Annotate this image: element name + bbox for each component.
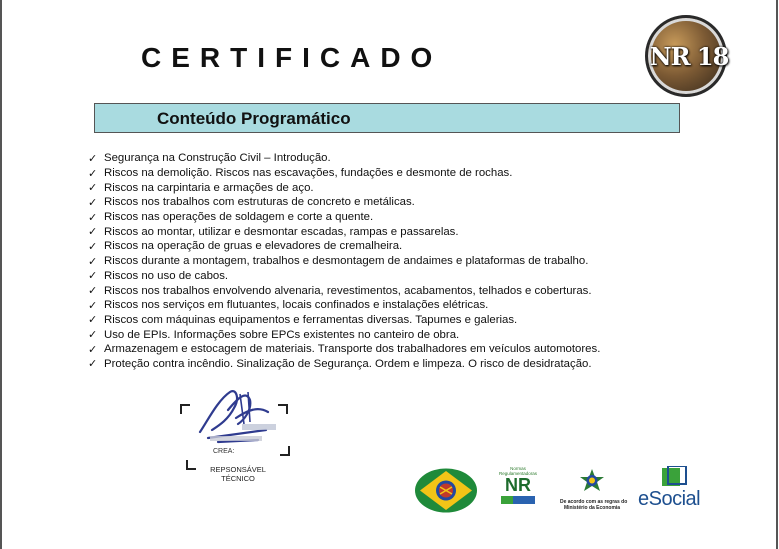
responsible-line2: TÉCNICO — [221, 474, 255, 483]
topic-item — [88, 342, 600, 357]
topic-text: Riscos durante a montagem, trabalhos e desmontagem de andaimes e plataformas de trabalho. — [104, 255, 589, 268]
check-icon: ✓ — [88, 357, 98, 371]
nr18-badge-text: NR 18 — [649, 42, 729, 71]
signature-area — [180, 380, 292, 472]
topic-text: Riscos com máquinas equipamentos e ferramentas diversas. Tapumes e galerias. — [104, 313, 518, 326]
signature-scribble — [188, 380, 288, 450]
nr18-badge-logo — [645, 15, 727, 97]
check-icon: ✓ — [88, 181, 98, 195]
topic-text: Riscos na carpintaria e armações de aço. — [104, 181, 314, 194]
check-icon: ✓ — [88, 210, 98, 224]
check-icon: ✓ — [88, 328, 98, 342]
page-border-left — [0, 0, 2, 549]
esocial-logo — [638, 466, 708, 514]
section-title: Conteúdo Programático — [157, 109, 351, 128]
topic-text: Segurança na Construção Civil – Introdução. — [104, 152, 331, 165]
topic-item — [88, 283, 600, 298]
nr-logo-caption: Normas Regulamentadoras — [498, 466, 538, 476]
check-icon: ✓ — [88, 342, 98, 356]
topic-item — [88, 195, 600, 210]
check-icon: ✓ — [88, 298, 98, 312]
topic-item — [88, 166, 600, 181]
topic-item — [88, 327, 600, 342]
topic-text: Riscos na demolição. Riscos nas escavações, fundações e desmonte de rochas. — [104, 167, 513, 180]
topic-item — [88, 357, 600, 372]
nr-logo — [492, 466, 544, 512]
topic-text: Uso de EPIs. Informações sobre EPCs existentes no canteiro de obra. — [104, 328, 460, 341]
responsible-label — [200, 465, 276, 483]
check-icon: ✓ — [88, 151, 98, 165]
responsible-line1: REPSONSÁVEL — [210, 465, 266, 474]
topic-item — [88, 210, 600, 225]
topic-text: Proteção contra incêndio. Sinalização de Segurança. Ordem e limpeza. O risco de desidratação. — [104, 357, 592, 370]
topic-text: Riscos ao montar, utilizar e desmontar escadas, rampas e passarelas. — [104, 225, 459, 238]
check-icon: ✓ — [88, 225, 98, 239]
check-icon: ✓ — [88, 166, 98, 180]
topic-item — [88, 254, 600, 269]
topics-list — [88, 151, 600, 371]
topic-text: Riscos nos trabalhos com estruturas de concreto e metálicas. — [104, 196, 415, 209]
esocial-text: eSocial — [638, 488, 701, 510]
crea-label: CREA: — [213, 448, 235, 455]
page-border-right — [776, 0, 778, 549]
topic-item — [88, 180, 600, 195]
check-icon: ✓ — [88, 195, 98, 209]
certificate-title: CERTIFICADO — [141, 42, 443, 73]
brasao-logo — [414, 467, 478, 514]
check-icon: ✓ — [88, 269, 98, 283]
topic-item — [88, 269, 600, 284]
nr-logo-text: NR — [505, 475, 531, 495]
check-icon: ✓ — [88, 254, 98, 268]
topic-item — [88, 313, 600, 328]
topic-item — [88, 239, 600, 254]
nr-logo-bar — [501, 496, 535, 504]
section-header — [94, 103, 680, 133]
topic-item — [88, 224, 600, 239]
topic-text: Riscos no uso de cabos. — [104, 269, 229, 282]
topic-text: Riscos nas operações de soldagem e corte a quente. — [104, 211, 374, 224]
signature-frame-corner — [186, 460, 196, 470]
esocial-icon — [660, 466, 690, 488]
ministry-caption-1: De acordo com as regras do — [560, 499, 628, 505]
topic-item — [88, 298, 600, 313]
topic-text: Armazenagem e estocagem de materiais. Transporte dos trabalhadores em veículos automotores. — [104, 343, 601, 356]
topic-text: Riscos na operação de gruas e elevadores de cremalheira. — [104, 240, 403, 253]
check-icon: ✓ — [88, 239, 98, 253]
topic-text: Riscos nos trabalhos envolvendo alvenaria, revestimentos, acabamentos, telhados e coberturas. — [104, 284, 592, 297]
ministry-logo — [560, 468, 628, 514]
topic-text: Riscos nos serviços em flutuantes, locais confinados e instalações elétricas. — [104, 299, 489, 312]
ministry-caption-2: Ministério da Economia — [563, 505, 621, 511]
coat-of-arms-icon — [579, 468, 605, 494]
check-icon: ✓ — [88, 313, 98, 327]
check-icon: ✓ — [88, 284, 98, 298]
topic-item — [88, 151, 600, 166]
